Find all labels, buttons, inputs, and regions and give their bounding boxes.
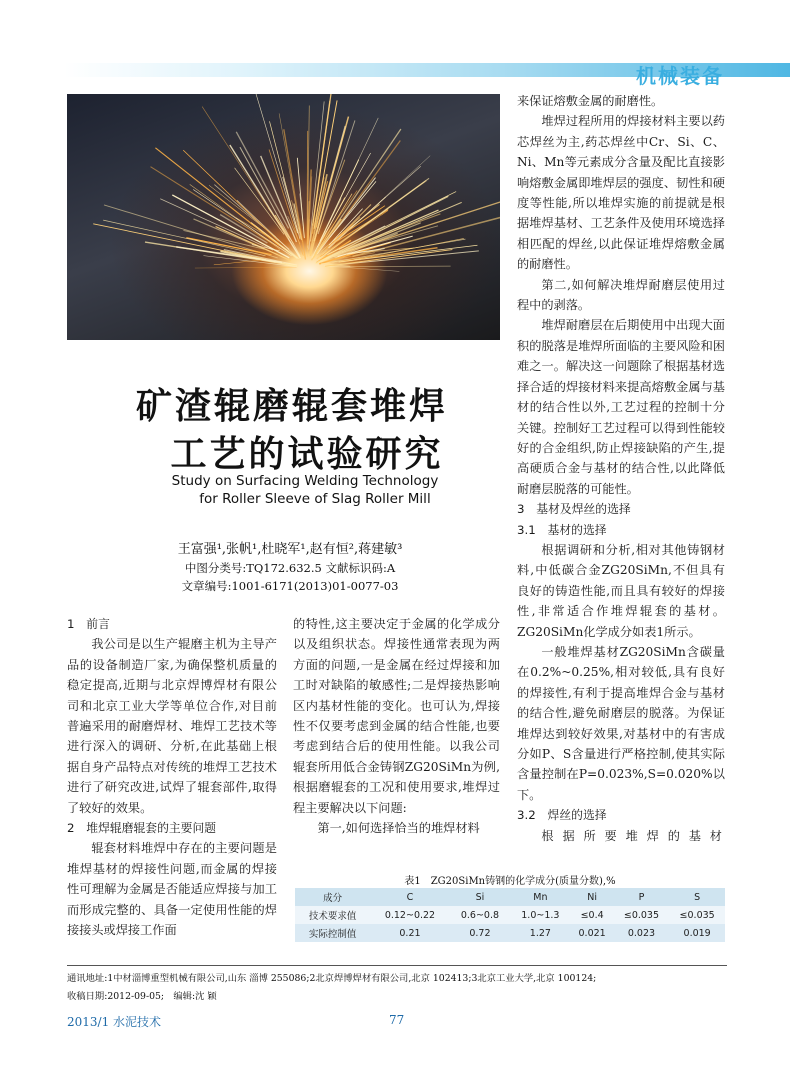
paragraph: 我公司是以生产辊磨主机为主导产品的设备制造厂家,为确保整机质量的稳定提高,近期与北京焊博焊材有限公司和北京工业大学等单位合作,对目前普遍采用的耐磨焊材、堆焊工艺技术等进行深入的调研、分析,在此基础上根据自身产品特点对传统的堆焊工艺技术进行了研究改进,试焊了辊套部件,取得了较好的效果。: [67, 637, 277, 815]
column-2: [293, 614, 500, 838]
table-header-cell: P: [614, 888, 670, 906]
english-title-line-2: for Roller Sleeve of Slag Roller Mill: [199, 491, 431, 507]
table-cell: 技术要求值: [295, 906, 370, 924]
heading-intro: 1 前言: [67, 617, 110, 631]
heading-problems: 2 堆焊辊磨辊套的主要问题: [67, 821, 217, 836]
paragraph: 一般堆焊基材ZG20SiMn含碳量在0.2%~0.25%,相对较低,具有良好的焊接性,有利于提高堆焊合金与基材的结合性,避免耐磨层的脱落。为保证堆焊达到较好效果,对基材中的有害成分如P、S含量进行严格控制,使其实际含量控制在P=0.023%,S=0.020%以下。: [517, 644, 725, 802]
journal-issue: 2013/1 水泥技术: [67, 1015, 162, 1029]
paragraph: 第一,如何选择恰当的堆焊材料: [317, 821, 480, 836]
table-cell: 0.12~0.22: [370, 906, 450, 924]
table-caption: 表1 ZG20SiMn铸钢的化学成分(质量分数),%: [404, 876, 616, 887]
title-line-1: 矿渣辊磨辊套堆焊: [135, 386, 448, 427]
classification-number: 中图分类号:TQ172.632.5 文献标识码:A: [184, 561, 396, 575]
table-header-cell: C: [370, 888, 450, 906]
table-row: [295, 924, 725, 942]
composition-table: [295, 888, 725, 942]
table-cell: ≤0.035: [614, 906, 670, 924]
paragraph: 第二,如何解决堆焊耐磨层使用过程中的剥落。: [517, 277, 725, 313]
received-date: 收稿日期:2012-09-05; 编辑:沈 颖: [67, 991, 217, 1002]
english-title-line-1: Study on Surfacing Welding Technology: [171, 473, 439, 489]
table-header-cell: 成分: [295, 888, 370, 906]
page-number: 77: [389, 1013, 405, 1027]
paragraph: 堆焊耐磨层在后期使用中出现大面积的脱落是堆焊所面临的主要风险和困难之一。解决这一问题除了根据基材选择合适的焊接材料来提高熔敷金属与基材的结合性以外,工艺过程的控制十分关键。控制好工艺过程可以得到性能较好的合金组织,防止焊接缺陷的产生,提高硬质合金与基材的结合性,以此降低耐磨层脱落的可能性。: [517, 318, 725, 496]
table-cell: 实际控制值: [295, 924, 370, 942]
column-3: [517, 91, 725, 846]
table-row: [295, 906, 725, 924]
heading-base-material: 3.1 基材的选择: [517, 522, 607, 537]
author-addresses: 通讯地址:1中材淄博重型机械有限公司,山东 淄博 255086;2北京焊博焊材有限公司,北京 102413;3北京工业大学,北京 100124;: [67, 973, 597, 984]
article-title: [112, 383, 472, 479]
paragraph: 根据所要堆焊的基材: [541, 828, 725, 843]
footnote-rule: [67, 965, 727, 966]
table-cell: 0.72: [450, 924, 510, 942]
paragraph: 来保证熔敷金属的耐磨性。: [517, 94, 664, 108]
sparks-graphic: [67, 94, 500, 340]
table-header-cell: Ni: [571, 888, 614, 906]
paragraph: 的特性,这主要决定于金属的化学成分以及组织状态。焊接性通常表现为两方面的问题,一是金属在经过焊接和加工时对缺陷的敏感性;二是焊接热影响区内基材性能的变化。也可认为,焊接性不仅要考虑到金属的结合性能,也要考虑到结合后的使用性能。以我公司辊套所用低合金铸钢ZG20SiMn为例,根据磨辊套的工况和使用要求,堆焊过程主要解决以下问题:: [293, 617, 500, 815]
heading-materials: 3 基材及焊丝的选择: [517, 502, 631, 517]
column-1: [67, 614, 277, 941]
section-label: 机械装备: [636, 64, 724, 88]
authors: 王富强¹,张帆¹,杜晓军¹,赵有恒²,蒋建敏³: [177, 542, 403, 557]
paragraph: 根据调研和分析,相对其他铸钢材料,中低碳合金ZG20SiMn,不但具有良好的铸造性能,而且具有较好的焊接性,非常适合作堆焊辊套的基材。ZG20SiMn化学成分如表1所示。: [517, 542, 725, 639]
table-header-row: [295, 888, 725, 906]
article-number: 文章编号:1001-6171(2013)01-0077-03: [181, 579, 399, 593]
table-header-cell: Si: [450, 888, 510, 906]
table-header-cell: S: [669, 888, 725, 906]
table-header-cell: Mn: [510, 888, 570, 906]
paragraph: 堆焊过程所用的焊接材料主要以药芯焊丝为主,药芯焊丝中Cr、Si、C、Ni、Mn等元素成分含量及配比直接影响熔敷金属即堆焊层的强度、韧性和硬度等性能,所以堆焊实施的前提就是根据堆焊基材、工艺条件及使用环境选择相匹配的焊丝,以此保证堆焊熔敷金属的耐磨性。: [517, 114, 725, 272]
table-cell: 0.019: [669, 924, 725, 942]
table-cell: 1.0~1.3: [510, 906, 570, 924]
table-cell: 0.021: [571, 924, 614, 942]
english-title: [140, 472, 470, 508]
table-cell: 0.21: [370, 924, 450, 942]
table-cell: ≤0.035: [669, 906, 725, 924]
table-cell: 1.27: [510, 924, 570, 942]
paragraph: 辊套材料堆焊中存在的主要问题是堆焊基材的焊接性问题,而金属的焊接性可理解为金属是否能适应焊接与加工而形成完整的、具备一定使用性能的焊接接头或焊接工作面: [67, 841, 277, 938]
title-line-2: 工艺的试验研究: [170, 434, 444, 475]
table-cell: 0.6~0.8: [450, 906, 510, 924]
table-cell: 0.023: [614, 924, 670, 942]
table-cell: ≤0.4: [571, 906, 614, 924]
heading-wire: 3.2 焊丝的选择: [517, 808, 607, 823]
welding-photo: [67, 94, 500, 340]
